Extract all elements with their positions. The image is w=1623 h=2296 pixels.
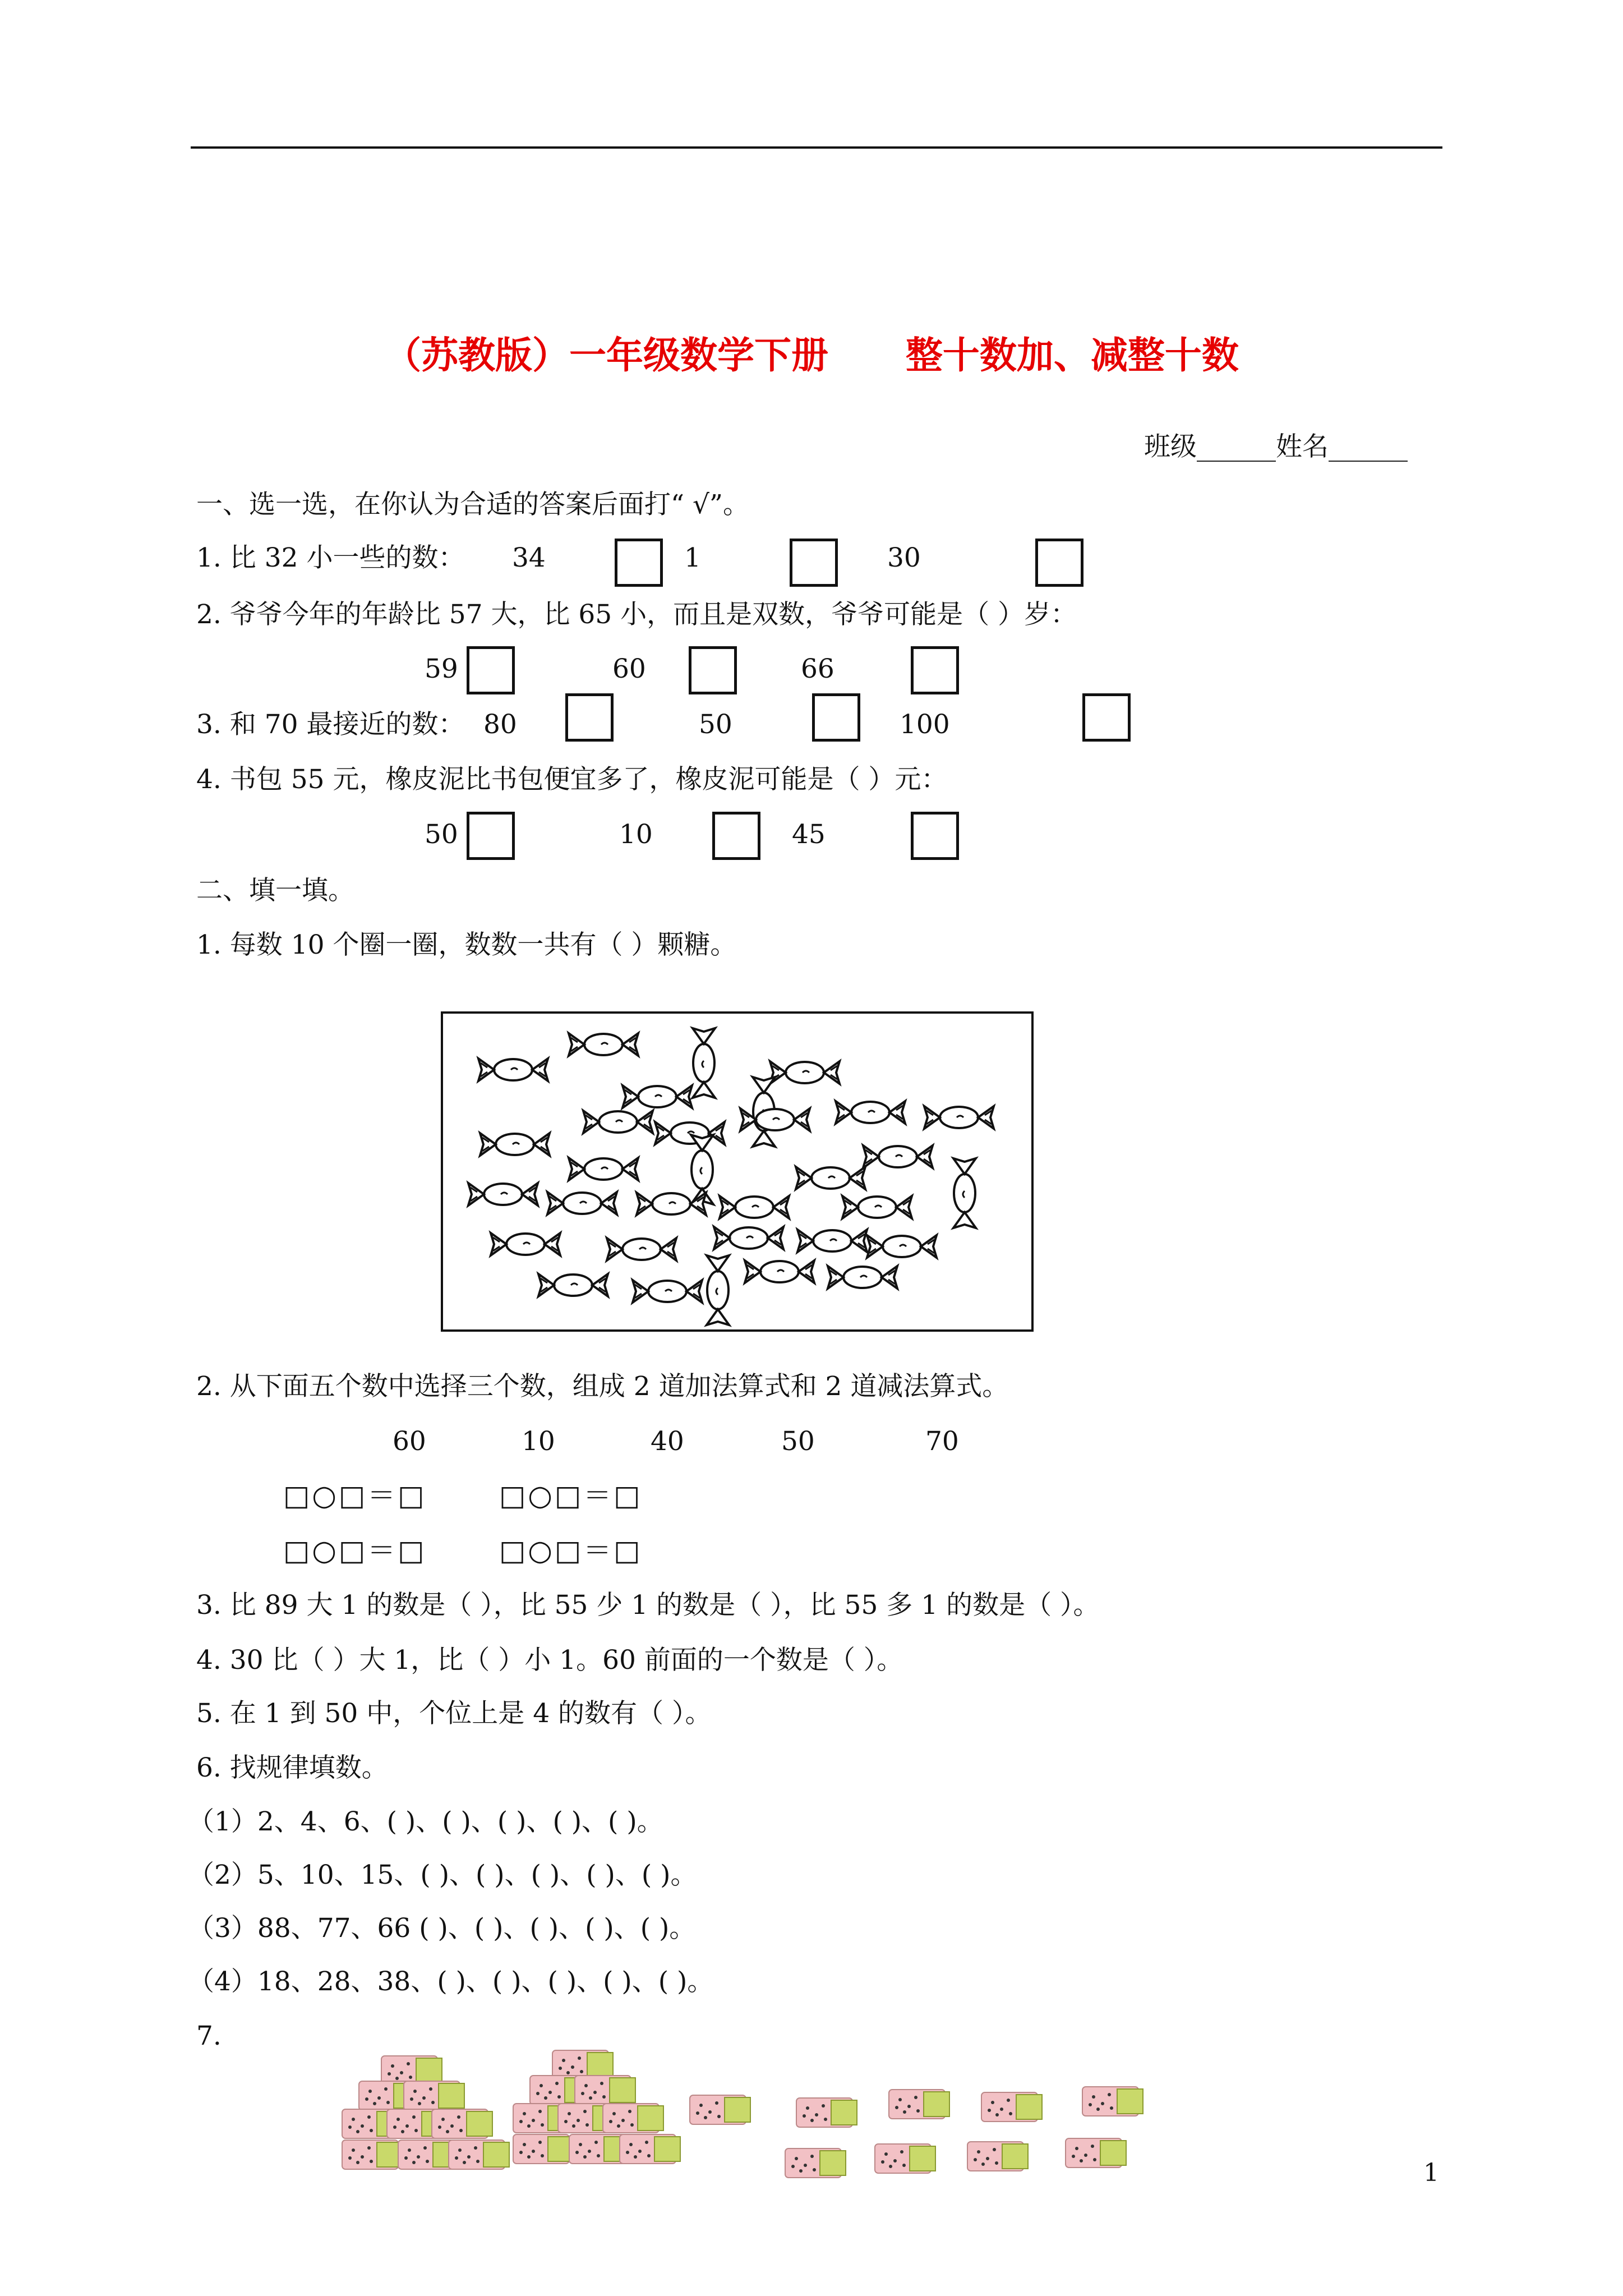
s1-q3-checkbox-2[interactable]: [812, 693, 860, 742]
s2-q6-text: 6. 找规律填数。: [196, 1752, 388, 1783]
section2-heading: 二、填一填。: [196, 875, 354, 906]
s1-q2-checkbox-2[interactable]: [689, 646, 737, 694]
s1-q2-option-1: 59: [425, 654, 458, 684]
s1-q3-checkbox-3[interactable]: [1082, 693, 1131, 742]
s1-q1-text: 1. 比 32 小一些的数：: [196, 542, 465, 573]
s2-q3-text: 3. 比 89 大 1 的数是（ ），比 55 少 1 的数是（ ），比 55 多 1 的数是（ ）。: [196, 1590, 1100, 1621]
s2-q6-item-4: （4）18、28、38、( )、( )、( )、( )、( )。: [188, 1966, 714, 1997]
candy-drawing: [443, 1014, 1031, 1329]
s2-q5-text: 5. 在 1 到 50 中，个位上是 4 的数有（ ）。: [196, 1698, 712, 1729]
s2-q6-item-2: （2）5、10、15、( )、( )、( )、( )、( )。: [188, 1860, 697, 1890]
equation-blank-3[interactable]: □○□＝□: [283, 1534, 427, 1567]
s1-q2-checkbox-3[interactable]: [911, 646, 959, 694]
equation-blank-4[interactable]: □○□＝□: [499, 1534, 643, 1567]
s2-q6-item-3: （3）88、77、66 ( )、( )、( )、( )、( )。: [188, 1913, 696, 1944]
s2-q4-text: 4. 30 比（ ）大 1，比（ ）小 1。60 前面的一个数是（ ）。: [196, 1645, 903, 1676]
equation-blank-1[interactable]: □○□＝□: [283, 1479, 427, 1512]
s1-q4-checkbox-2[interactable]: [712, 812, 760, 860]
s1-q2-option-2: 60: [612, 654, 646, 684]
s1-q1-checkbox-1[interactable]: [615, 539, 663, 587]
header-rule: [191, 146, 1442, 149]
s2-q7-text: 7.: [196, 2021, 222, 2051]
s1-q2-option-3: 66: [801, 654, 834, 684]
page-number: 1: [1423, 2159, 1439, 2187]
class-name-line: 班级______姓名______: [1144, 431, 1408, 462]
s1-q1-option-3: 30: [887, 542, 921, 573]
s1-q3-checkbox-1[interactable]: [565, 693, 614, 742]
s2-q2-number-5: 70: [925, 1426, 959, 1457]
s2-q2-number-4: 50: [781, 1426, 815, 1457]
s1-q4-option-1: 50: [425, 819, 458, 850]
s1-q1-checkbox-3[interactable]: [1035, 539, 1083, 587]
s1-q1-option-2: 1: [684, 542, 701, 573]
s2-q1-text: 1. 每数 10 个圈一圈，数数一共有（ ）颗糖。: [196, 930, 737, 960]
s2-q2-text: 2. 从下面五个数中选择三个数，组成 2 道加法算式和 2 道减法算式。: [196, 1371, 1009, 1402]
s1-q1-checkbox-2[interactable]: [790, 539, 838, 587]
s1-q4-checkbox-3[interactable]: [911, 812, 959, 860]
s2-q2-number-1: 60: [393, 1426, 426, 1457]
s1-q1-option-1: 34: [512, 542, 546, 573]
s1-q2-checkbox-1[interactable]: [467, 646, 515, 694]
s1-q4-checkbox-1[interactable]: [467, 812, 515, 860]
s1-q3-text: 3. 和 70 最接近的数：: [196, 709, 465, 740]
stick-pile-2: [513, 2050, 680, 2164]
s2-q2-number-3: 40: [651, 1426, 684, 1457]
s1-q4-text: 4. 书包 55 元，橡皮泥比书包便宜多了，橡皮泥可能是（ ）元：: [196, 764, 948, 795]
s1-q2-text: 2. 爷爷今年的年龄比 57 大，比 65 小，而且是双数，爷爷可能是（ ）岁：: [196, 599, 1077, 630]
s1-q3-option-1: 80: [483, 709, 517, 740]
section1-heading: 一、选一选，在你认为合适的答案后面打“ √”。: [196, 489, 749, 520]
equation-blank-2[interactable]: □○□＝□: [499, 1479, 643, 1512]
sticks-bundles-picture: [336, 2042, 1178, 2205]
s1-q4-option-3: 45: [792, 819, 826, 850]
s1-q4-option-2: 10: [619, 819, 653, 850]
s1-q3-option-3: 100: [900, 709, 950, 740]
s1-q3-option-2: 50: [699, 709, 732, 740]
s2-q2-number-2: 10: [522, 1426, 555, 1457]
stick-pile-1: [342, 2056, 509, 2169]
page-title: （苏教版）一年级数学下册 整十数加、减整十数: [384, 333, 1239, 377]
s2-q6-item-1: （1）2、4、6、( )、( )、( )、( )、( )。: [188, 1806, 663, 1837]
candy-picture-frame: [441, 1011, 1034, 1332]
